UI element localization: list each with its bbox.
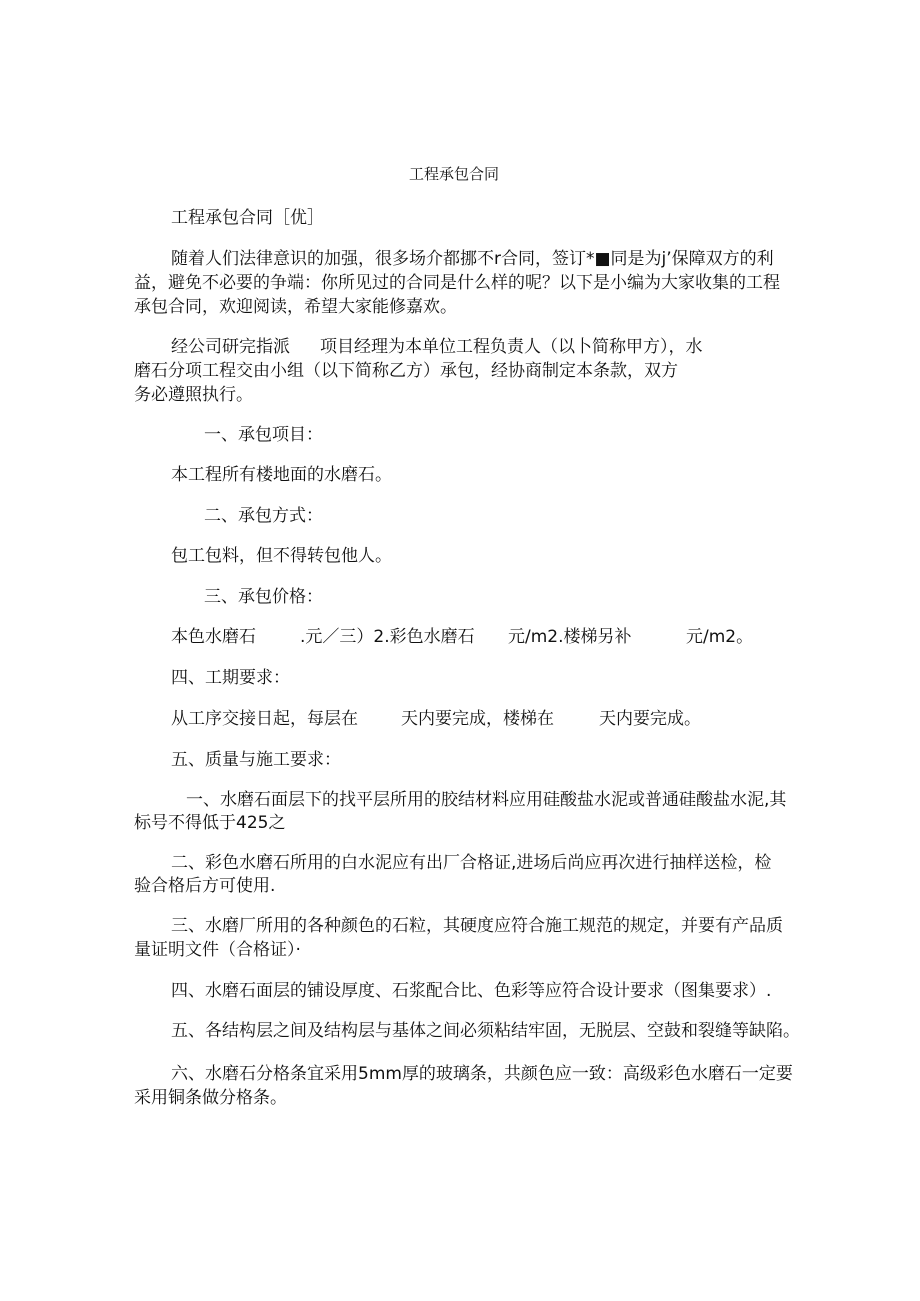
intro-line-1: 随着人们法律意识的加强，很多场介都挪不r合同，签订*■同是为j’保障双方的利 xyxy=(171,249,774,269)
price-part-4: 元/m2。 xyxy=(686,627,754,647)
requirement-1-line-1: 一、水磨石面层下的找平层所用的胶结材料应用硅酸盐水泥或普通硅酸盐水泥,其 xyxy=(186,790,787,810)
section-4-heading: 四、工期要求： xyxy=(171,668,290,688)
price-part-2: .元／三）2.彩色水磨石 xyxy=(300,627,475,647)
requirement-4: 四、水磨石面层的铺设厚度、石浆配合比、色彩等应符合设计要求（图集要求）. xyxy=(171,981,772,1001)
requirement-6-line-1: 六、水磨石分格条宜采用5mm厚的玻璃条，共颜色应一致：高级彩色水磨石一定要 xyxy=(171,1064,793,1084)
schedule-part-2: 天内要完成，楼梯在 xyxy=(401,709,554,729)
intro-line-2: 益，避免不必要的争端：你所见过的合同是什么样的呢？以下是小编为大家收集的工程 xyxy=(134,273,780,293)
price-part-1: 本色水磨石 xyxy=(171,627,256,647)
price-part-3: 元/m2.楼梯另补 xyxy=(508,627,632,647)
schedule-part-3: 天内要完成。 xyxy=(599,709,701,729)
section-2-heading: 二、承包方式： xyxy=(204,506,323,526)
requirement-3-line-2: 量证明文件（合格证）· xyxy=(134,940,301,960)
assign-line-1a: 经公司研完指派 xyxy=(171,337,290,357)
requirement-3-line-1: 三、水磨厂所用的各种颜色的石粒，其硬度应符合施工规范的规定，并要有产品质 xyxy=(171,916,783,936)
section-3-heading: 三、承包价格： xyxy=(204,587,323,607)
section-2-body: 包工包料，但不得转包他人。 xyxy=(171,546,392,566)
requirement-1-line-2: 标号不得低于425之 xyxy=(134,813,286,833)
requirement-2-line-2: 验合格后方可使用. xyxy=(134,876,276,896)
requirement-2-line-1: 二、彩色水磨石所用的白水泥应有出厂合格证,进场后尚应再次进行抽样送检，检 xyxy=(171,853,772,873)
requirement-6-line-2: 采用铜条做分格条。 xyxy=(134,1088,287,1108)
assign-line-3: 务必遵照执行。 xyxy=(134,385,253,405)
document-title: 工程承包合同 xyxy=(409,165,500,183)
document-subtitle: 工程承包合同［优］ xyxy=(171,208,324,228)
requirement-5: 五、各结构层之间及结构层与基体之间必须粘结牢固，无脱层、空鼓和裂缝等缺陷。 xyxy=(171,1021,800,1041)
assign-line-2: 磨石分项工程交由小组（以下简称乙方）承包，经协商制定本条款，双方 xyxy=(134,361,678,381)
schedule-part-1: 从工序交接日起，每层在 xyxy=(171,709,358,729)
section-5-heading: 五、质量与施工要求： xyxy=(171,750,341,770)
intro-line-3: 承包合同，欢迎阅读，希望大家能修嘉欢。 xyxy=(134,297,457,317)
section-1-body: 本工程所有楼地面的水磨石。 xyxy=(171,465,392,485)
assign-line-1b: 项目经理为本单位工程负责人（以卜简称甲方），水 xyxy=(320,337,703,357)
section-1-heading: 一、承包项目： xyxy=(204,425,323,445)
